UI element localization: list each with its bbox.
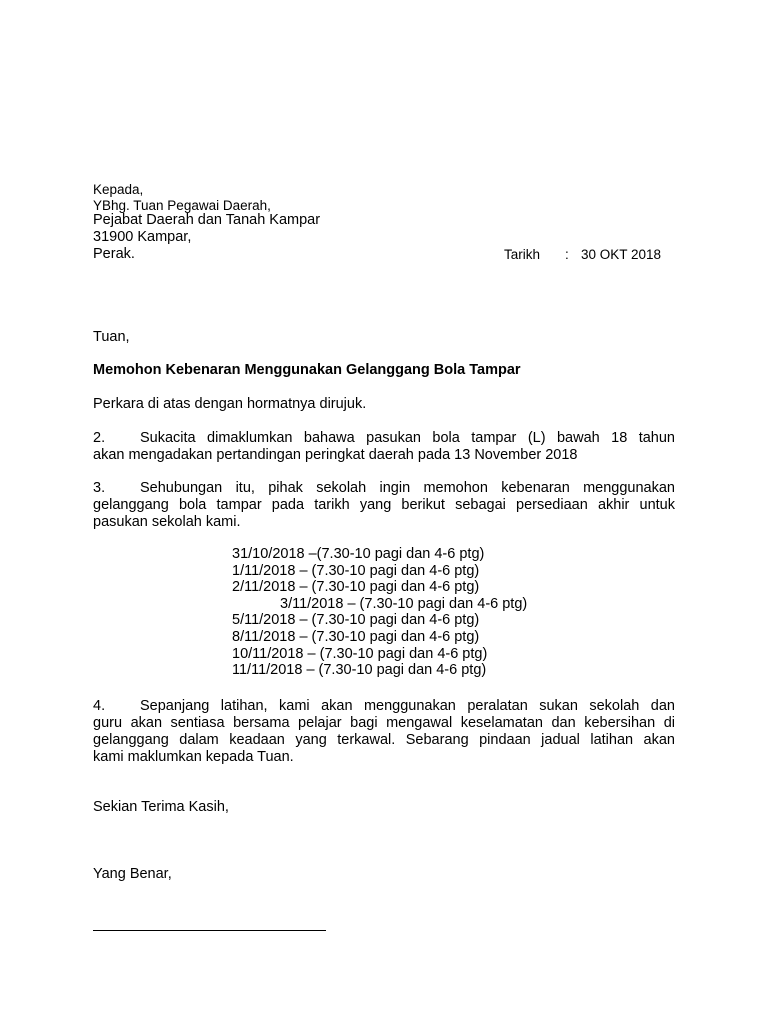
schedule-item: 5/11/2018 – (7.30-10 pagi dan 4-6 ptg): [232, 612, 480, 629]
paragraph-4-line-4: kami maklumkan kepada Tuan.: [93, 749, 294, 765]
paragraph-3: [93, 480, 675, 531]
recipient-title: YBhg. Tuan Pegawai Daerah,: [93, 198, 271, 213]
letter-subject: Memohon Kebenaran Menggunakan Gelanggang Bola Tampar: [93, 362, 521, 378]
signoff-line: Yang Benar,: [93, 866, 172, 882]
paragraph-4-line-2: guru akan sentiasa bersama pelajar bagi mengawal keselamatan dan kebersihan di: [93, 715, 675, 731]
date-value: 30 OKT 2018: [581, 247, 662, 262]
closing-line: Sekian Terima Kasih,: [93, 799, 229, 815]
schedule-item: 1/11/2018 – (7.30-10 pagi dan 4-6 ptg): [232, 562, 480, 579]
schedule-item: 11/11/2018 – (7.30-10 pagi dan 4-6 ptg): [232, 662, 487, 679]
paragraph-2-number: 2.: [93, 430, 106, 446]
paragraph-2: [93, 430, 675, 464]
recipient-kepada: Kepada,: [93, 182, 144, 197]
signature-line: [93, 930, 326, 931]
paragraph-4-line-1: 4. Sepanjang latihan, kami akan menggunakan peralatan sukan sekolah dan: [93, 698, 675, 714]
reference-line: Perkara di atas dengan hormatnya dirujuk.: [93, 396, 367, 412]
schedule-list: [232, 546, 527, 679]
schedule-item: 8/11/2018 – (7.30-10 pagi dan 4-6 ptg): [232, 628, 480, 645]
schedule-item: 10/11/2018 – (7.30-10 pagi dan 4-6 ptg): [232, 645, 488, 662]
recipient-state: Perak.: [93, 246, 135, 262]
schedule-item: 31/10/2018 –(7.30-10 pagi dan 4-6 ptg): [232, 546, 485, 562]
paragraph-4-number: 4.: [93, 698, 106, 714]
paragraph-2-line-2: akan mengadakan pertandingan peringkat daerah pada 13 November 2018: [93, 447, 578, 463]
paragraph-3-line-3: pasukan sekolah kami.: [93, 514, 241, 530]
schedule-item: 2/11/2018 – (7.30-10 pagi dan 4-6 ptg): [232, 579, 480, 596]
date-colon: :: [565, 247, 569, 262]
paragraph-3-number: 3.: [93, 480, 106, 496]
schedule-item: 3/11/2018 – (7.30-10 pagi dan 4-6 ptg): [280, 595, 528, 612]
paragraph-2-line-1: 2. Sukacita dimaklumkan bahawa pasukan bola tampar (L) bawah 18 tahun: [93, 430, 675, 446]
date-label: Tarikh: [504, 247, 541, 262]
paragraph-3-line-1: 3. Sehubungan itu, pihak sekolah ingin memohon kebenaran menggunakan: [93, 480, 675, 496]
salutation: Tuan,: [93, 329, 130, 345]
paragraph-4-line-3: gelanggang dalam keadaan yang terkawal. Sebarang pindaan jadual latihan akan: [93, 732, 675, 748]
recipient-postcode: 31900 Kampar,: [93, 229, 192, 245]
paragraph-4: [93, 698, 675, 766]
paragraph-3-line-2: gelanggang bola tampar pada tarikh yang berikut sebagai persediaan akhir untuk: [93, 497, 675, 513]
recipient-office: Pejabat Daerah dan Tanah Kampar: [93, 212, 321, 228]
